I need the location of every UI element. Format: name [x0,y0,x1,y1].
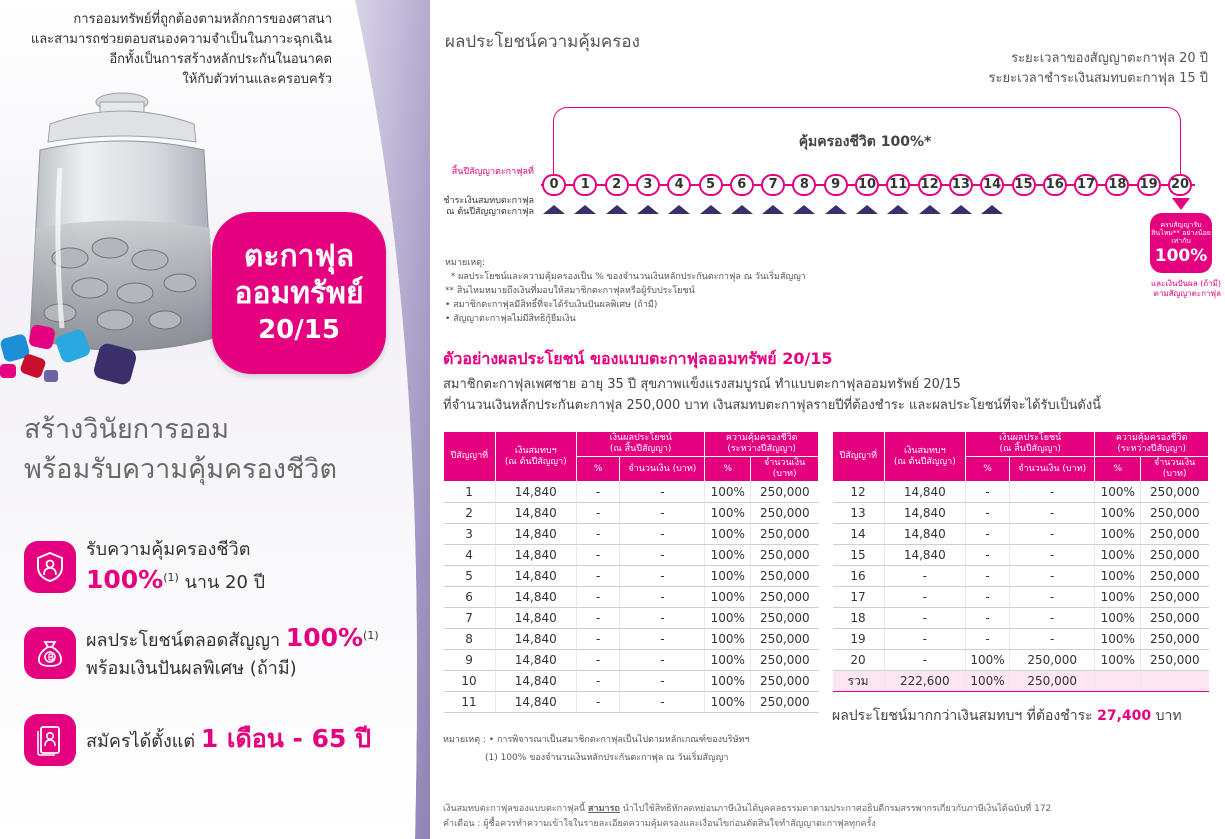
maturity-value: 100% [1154,246,1208,266]
table-cell: - [884,650,965,671]
example-description [443,374,1101,416]
timeline-year-marker: 16 [1043,174,1067,196]
table-cell: 100% [1095,650,1141,671]
table-row [833,587,1209,608]
table-cell: - [620,545,705,566]
example-desc-line: สมาชิกตะกาฟุลเพศชาย อายุ 35 ปี สุขภาพแข็งแรงสมบูรณ์ ทำแบบตะกาฟุลออมทรัพย์ 20/15 [443,377,961,392]
col-header-coverage-amount: จำนวนเงิน (บาท) [751,457,819,482]
slogan-line: การออมทรัพย์ที่ถูกต้องตามหลักการของศาสนา [73,12,332,27]
table-cell: - [1009,587,1094,608]
table-cell: 14,840 [884,503,965,524]
payment-marker [950,205,972,214]
col-header-coverage-sublabel: (ระหว่างปีสัญญา) [727,444,797,454]
product-name-line1: ตะกาฟุล [243,239,355,274]
table-cell: 14,840 [495,608,576,629]
timeline-year-marker: 19 [1137,174,1161,196]
benefit-summary [832,705,1182,727]
table-cell: 14,840 [495,692,576,713]
table-cell: 250,000 [751,692,819,713]
table-cell: - [620,650,705,671]
table-cell: - [620,608,705,629]
footnote-ref: (1) [163,571,179,584]
payment-marker [574,205,596,214]
col-header-coverage-pct: % [705,457,751,482]
table-row [444,587,819,608]
table-cell: - [576,524,619,545]
payment-marker [543,205,565,214]
feature-text [86,536,265,597]
benefit-table-years-1-11 [443,431,819,713]
product-name-line2: ออมทรัพย์ [234,276,364,311]
timeline-year-marker: 18 [1105,174,1129,196]
shield-person-icon [24,541,76,593]
table-cell: 250,000 [751,650,819,671]
timeline-year-marker: 12 [918,174,942,196]
timeline-year-marker: 4 [667,174,691,196]
timeline-year-marker: 3 [636,174,660,196]
timeline-year-marker: 20 [1168,174,1192,196]
payment-marker [825,205,847,214]
coverage-label: คุ้มครองชีวิต 100%* [798,134,932,150]
table-cell: 100% [1095,629,1141,650]
table-cell: 14,840 [884,545,965,566]
table-cell: 17 [833,587,885,608]
table-cell: - [576,545,619,566]
table-cell: - [1009,629,1094,650]
timeline-year-marker: 17 [1074,174,1098,196]
table-cell: 100% [705,524,751,545]
table-cell: - [576,587,619,608]
feature-text-line1: ผลประโยชน์ตลอดสัญญา [86,630,281,651]
col-header-coverage [1095,432,1209,457]
payment-marker [793,205,815,214]
table-cell: 100% [705,566,751,587]
table-cell: 250,000 [751,503,819,524]
footnote-ref: (1) [363,629,379,642]
timeline-year-marker: 10 [855,174,879,196]
table-cell: 250,000 [751,566,819,587]
table-cell: - [966,587,1010,608]
table-cell: 14,840 [495,545,576,566]
timeline-label-payment: ชำระเงินสมทบตะกาฟุล ณ ต้นปีสัญญาตะกาฟุล [443,196,534,217]
col-header-benefit-pct: % [576,457,619,482]
table-cell: - [576,692,619,713]
table-cell: 250,000 [751,524,819,545]
table-cell: 14,840 [495,671,576,692]
table-cell [1141,671,1209,692]
table-cell: 250,000 [1141,587,1209,608]
feature-text-line2: นาน 20 ปี [184,572,266,593]
col-header-coverage-pct: % [1095,457,1141,482]
table-cell: - [1009,503,1094,524]
feature-text-line1: รับความคุ้มครองชีวิต [86,539,251,560]
payment-marker [731,205,753,214]
payment-marker [919,205,941,214]
table-cell: 14,840 [884,482,965,503]
col-header-benefit-amount: จำนวนเงิน (บาท) [1009,457,1094,482]
timeline-year-marker: 1 [573,174,597,196]
table-row [444,524,819,545]
table-row [444,629,819,650]
table-cell: 7 [444,608,496,629]
table-cell: 250,000 [1009,671,1094,692]
note-line: * ผลประโยชน์และความคุ้มครองเป็น % ของจำนวนเงินหลักประกันตะกาฟุล ณ วันเริ่มสัญญา [445,272,806,282]
col-header-benefit-label: เงินผลประโยชน์ [999,433,1062,443]
table-cell: 250,000 [1141,650,1209,671]
table-row [833,503,1209,524]
timeline-year-marker: 7 [761,174,785,196]
table-cell: - [620,566,705,587]
table-cell: 100% [705,692,751,713]
table-cell: 10 [444,671,496,692]
left-panel [0,0,430,839]
coin-jar-illustration [0,88,240,398]
payment-marker [637,205,659,214]
table-cell: - [576,671,619,692]
table-cell: 100% [705,629,751,650]
col-header-contribution-sublabel: (ณ ต้นปีสัญญา) [504,456,567,467]
timeline-label-end-year: สิ้นปีสัญญาตะกาฟุลที่ [451,167,534,177]
table-cell: 250,000 [751,482,819,503]
table-cell: - [966,524,1010,545]
feature-highlight: 100% [285,623,364,652]
money-bag-icon [24,627,76,679]
table-cell: 9 [444,650,496,671]
timeline-year-marker: 9 [824,174,848,196]
table-cell: - [620,482,705,503]
table-cell: - [966,503,1010,524]
table-row [833,566,1209,587]
table-row [444,608,819,629]
table-cell: 14,840 [495,587,576,608]
col-header-benefit-sublabel: (ณ สิ้นปีสัญญา) [609,444,672,454]
table-cell [1095,671,1141,692]
table-cell: 250,000 [1009,650,1094,671]
table-cell: 100% [1095,608,1141,629]
table-cell: 100% [966,671,1010,692]
slogan-line: อีกทั้งเป็นการสร้างหลักประกันในอนาคต [109,52,332,67]
table-cell: - [576,629,619,650]
table-row [833,629,1209,650]
table-cell: 100% [1095,482,1141,503]
table-row [833,482,1209,503]
feature-text [86,622,379,683]
table-cell: - [1009,566,1094,587]
payment-marker [606,205,628,214]
table-row [444,650,819,671]
table-cell: 250,000 [751,608,819,629]
table-cell: - [884,587,965,608]
table-cell: - [966,566,1010,587]
feature-lifetime-benefit [24,622,379,683]
table-cell: 100% [705,503,751,524]
timeline-year-marker: 11 [886,174,910,196]
tax-footer-emphasis: สามารถ [588,804,620,814]
table-cell: - [576,482,619,503]
note-line: • สัญญาตะกาฟุลไม่มีสิทธิกู้ยืมเงิน [445,314,576,324]
col-header-benefit-amount: จำนวนเงิน (บาท) [620,457,705,482]
table-row [444,671,819,692]
col-header-coverage-sublabel: (ระหว่างปีสัญญา) [1117,444,1187,454]
timeline-year-marker: 15 [1012,174,1036,196]
maturity-badge [1150,213,1212,273]
table-cell: 1 [444,482,496,503]
col-header-contribution-sublabel: (ณ ต้นปีสัญญา) [893,456,956,467]
table-cell: 250,000 [1141,608,1209,629]
feature-highlight: 100% [86,565,164,594]
col-header-benefit [576,432,704,457]
maturity-arrow [1172,198,1190,210]
example-title: ตัวอย่างผลประโยชน์ ของแบบตะกาฟุลออมทรัพย์ 20/15 [443,349,833,368]
col-header-coverage-amount: จำนวนเงิน (บาท) [1141,457,1209,482]
table-cell: 2 [444,503,496,524]
table-cell: 19 [833,629,885,650]
table-cell: - [966,608,1010,629]
table-row [444,482,819,503]
col-header-contribution-label: เงินสมทบฯ [903,445,946,456]
table-cell: 100% [705,671,751,692]
table-cell: - [884,608,965,629]
table-cell: 100% [1095,503,1141,524]
table-cell: - [884,566,965,587]
table-cell: 18 [833,608,885,629]
feature-highlight: 1 เดือน - 65 ปี [200,723,371,753]
table-row [444,545,819,566]
table-cell: - [966,482,1010,503]
col-header-contribution [884,432,965,482]
table-cell: - [1009,545,1094,566]
feature-text-line2: พร้อมเงินปันผลพิเศษ (ถ้ามี) [86,658,297,679]
feature-life-coverage [24,536,265,597]
table-cell: 250,000 [1141,629,1209,650]
col-header-benefit-pct: % [966,457,1010,482]
payment-marker [668,205,690,214]
table-cell: - [884,629,965,650]
tax-footer-text: เงินสมทบตะกาฟุลของแบบตะกาฟุลนี้ [443,804,586,814]
note-line: หมายเหตุ: [445,258,486,268]
table-cell: 14,840 [884,524,965,545]
benefit-summary-unit: บาท [1155,708,1182,724]
table-cell: 250,000 [751,629,819,650]
col-header-benefit [966,432,1095,457]
tax-footer [443,801,1051,815]
table-cell: 14,840 [495,503,576,524]
col-header-benefit-label: เงินผลประโยชน์ [609,433,672,443]
tax-footer-text: นำไปใช้สิทธิหักลดหย่อนภาษีเงินได้บุคคลธรรมดาตามประกาศอธิบดีกรมสรรพากรเกี่ยวกับภาษีเงินได้ฉบับที่ 172 [622,804,1052,814]
col-header-benefit-sublabel: (ณ สิ้นปีสัญญา) [999,444,1061,454]
slogan [2,10,332,90]
timeline-year-marker: 5 [699,174,723,196]
table-cell: 100% [966,650,1010,671]
table-cell: 20 [833,650,885,671]
table-cell: 14,840 [495,566,576,587]
product-name-line3: 20/15 [258,315,340,345]
warning-footer: คำเตือน : ผู้ซื้อควรทำความเข้าใจในรายละเอียดความคุ้มครองและเงื่อนไขก่อนตัดสินใจทำสัญญาตะกาฟุลทุกครั้ง [443,819,876,829]
payment-marker [981,205,1003,214]
table-cell: 100% [1095,524,1141,545]
coverage-section-title: ผลประโยชน์ความคุ้มครอง [445,32,640,52]
col-header-contribution [495,432,576,482]
col-header-coverage-label: ความคุ้มครองชีวิต [1115,433,1188,443]
table-cell: - [576,566,619,587]
table-cell: 100% [705,587,751,608]
col-header-year: ปีสัญญาที่ [833,432,885,482]
feature-text-line1: สมัครได้ตั้งแต่ [86,730,196,752]
table-cell: - [576,608,619,629]
table-cell: 100% [705,545,751,566]
table-cell: 5 [444,566,496,587]
headline [24,410,337,490]
table-cell: 250,000 [1141,566,1209,587]
maturity-note: และเงินปันผล (ถ้ามี) ตามสัญญาตะกาฟุล [1151,279,1221,298]
note-line: ** สินไหมหมายถึงเงินที่มอบให้สมาชิกตะกาฟุลหรือผู้รับประโยชน์ [445,286,695,296]
table-cell: - [620,524,705,545]
table-cell: - [966,545,1010,566]
document-person-icon [24,714,76,766]
table-cell: 14,840 [495,629,576,650]
table-cell: 4 [444,545,496,566]
benefit-summary-value: 27,400 [1097,708,1152,724]
timeline-year-marker: 0 [542,174,566,196]
table-cell: 250,000 [751,671,819,692]
contract-period: ระยะเวลาของสัญญาตะกาฟุล 20 ปี [1011,51,1208,66]
table-cell: 100% [705,608,751,629]
timeline-year-marker: 14 [980,174,1004,196]
note-line: • สมาชิกตะกาฟุลมีสิทธิ์ที่จะได้รับเงินปันผลพิเศษ (ถ้ามี) [445,300,658,310]
table-cell: 100% [1095,587,1141,608]
product-name-badge [212,212,386,374]
bottom-note: (1) 100% ของจำนวนเงินหลักประกันตะกาฟุล ณ วันเริ่มสัญญา [485,753,729,763]
table-cell: - [620,587,705,608]
table-cell: 6 [444,587,496,608]
table-cell: - [576,650,619,671]
timeline-year-marker: 2 [605,174,629,196]
maturity-text: ครบสัญญารับสินไหม** อย่างน้อยเท่ากับ [1151,221,1211,245]
table-row [444,692,819,713]
payment-marker [856,205,878,214]
table-cell: 14,840 [495,650,576,671]
table-cell: 222,600 [884,671,965,692]
table-cell: 250,000 [751,545,819,566]
table-cell: 3 [444,524,496,545]
table-cell: 13 [833,503,885,524]
table-cell: 16 [833,566,885,587]
table-row [833,608,1209,629]
table-cell: - [620,692,705,713]
table-total-row [833,671,1209,692]
table-cell: - [576,503,619,524]
table-cell: 15 [833,545,885,566]
table-row [833,650,1209,671]
table-row [444,503,819,524]
timeline-year-marker: 6 [730,174,754,196]
col-header-year: ปีสัญญาที่ [444,432,496,482]
table-cell: 8 [444,629,496,650]
table-cell: รวม [833,671,885,692]
table-row [833,545,1209,566]
table-cell: 14 [833,524,885,545]
table-cell: - [966,629,1010,650]
slogan-line: และสามารถช่วยตอบสนองความจำเป็นในภาวะฉุกเฉิน [30,32,332,47]
table-row [833,524,1209,545]
table-cell: 100% [705,482,751,503]
table-cell: 100% [705,650,751,671]
slogan-line: ให้กับตัวท่านและครอบครัว [182,72,332,87]
payment-marker [700,205,722,214]
feature-text [86,725,371,756]
table-cell: - [1009,482,1094,503]
table-cell: - [620,671,705,692]
table-cell: - [620,629,705,650]
table-cell: 14,840 [495,482,576,503]
table-cell: - [620,503,705,524]
table-cell: 100% [1095,545,1141,566]
col-header-coverage [705,432,819,457]
col-header-contribution-label: เงินสมทบฯ [514,445,557,456]
payment-marker [762,205,784,214]
bottom-note: หมายเหตุ : • การพิจารณาเป็นสมาชิกตะกาฟุลเป็นไปตามหลักเกณฑ์ของบริษัทฯ [443,735,750,745]
table-cell: 250,000 [1141,503,1209,524]
coverage-notes [445,256,806,326]
payment-marker [887,205,909,214]
benefit-table-years-12-20 [832,431,1209,692]
table-cell: - [1009,608,1094,629]
timeline-year-marker: 8 [792,174,816,196]
table-cell: 250,000 [1141,545,1209,566]
benefit-summary-text: ผลประโยชน์มากกว่าเงินสมทบฯ ที่ต้องชำระ [832,708,1093,724]
col-header-coverage-label: ความคุ้มครองชีวิต [725,433,798,443]
example-desc-line: ที่จำนวนเงินหลักประกันตะกาฟุล 250,000 บาท เงินสมทบตะกาฟุลรายปีที่ต้องชำระ และผลประโยชน์ที่จะได้รับเป็นดังนี้ [443,398,1102,413]
headline-line: พร้อมรับความคุ้มครองชีวิต [24,454,337,485]
table-cell: 100% [1095,566,1141,587]
table-row [444,566,819,587]
table-cell: 12 [833,482,885,503]
timeline-year-marker: 13 [949,174,973,196]
table-cell: 250,000 [751,587,819,608]
table-cell: 11 [444,692,496,713]
headline-line: สร้างวินัยการออม [24,414,230,445]
table-cell: 250,000 [1141,524,1209,545]
table-cell: 250,000 [1141,482,1209,503]
table-cell: - [1009,524,1094,545]
table-cell: 14,840 [495,524,576,545]
feature-application-age [24,714,371,766]
payment-period: ระยะเวลาชำระเงินสมทบตะกาฟุล 15 ปี [988,71,1208,86]
